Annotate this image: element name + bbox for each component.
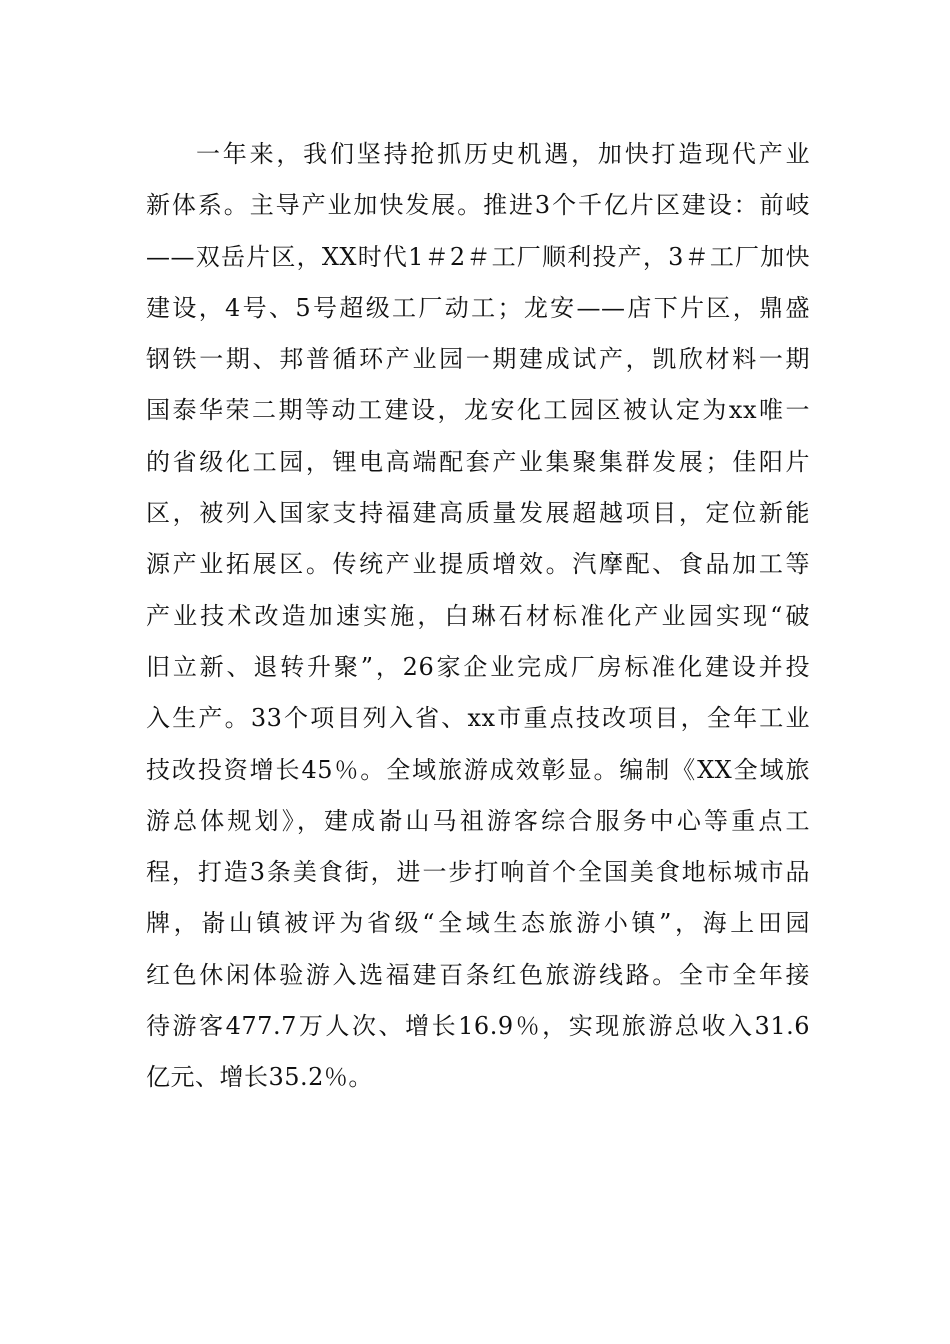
paragraph-line: 技改投资增长45％。全域旅游成效彰显。编制《XX全域旅 [146,755,810,784]
paragraph-line: 源产业拓展区。传统产业提质增效。汽摩配、食品加工等 [146,550,810,579]
paragraph-line: 程，打造3条美食街，进一步打响首个全国美食地标城市品 [146,858,810,887]
paragraph-line: 建设，4号、5号超级工厂动工；龙安——店下片区，鼎盛 [146,293,810,322]
paragraph-line: ——双岳片区，XX时代1＃2＃工厂顺利投产，3＃工厂加快 [146,242,810,271]
paragraph-line: 牌，嵛山镇被评为省级“全域生态旅游小镇”，海上田园 [146,909,810,938]
paragraph-line: 游总体规划》，建成嵛山马祖游客综合服务中心等重点工 [146,806,810,835]
paragraph-line: 的省级化工园，锂电高端配套产业集聚集群发展；佳阳片 [146,447,810,476]
paragraph-line: 区，被列入国家支持福建高质量发展超越项目，定位新能 [146,499,810,528]
paragraph-line: 产业技术改造加速实施，白琳石材标准化产业园实现“破 [146,601,810,630]
paragraph-line: 一年来，我们坚持抢抓历史机遇，加快打造现代产业 [196,140,810,168]
paragraph-line: 旧立新、退转升聚”，26家企业完成厂房标准化建设并投 [146,652,810,681]
paragraph-line: 亿元、增长35.2％。 [146,1063,373,1092]
paragraph-line: 新体系。主导产业加快发展。推进3个千亿片区建设：前岐 [146,191,810,220]
paragraph-line: 钢铁一期、邦普循环产业园一期建成试产，凯欣材料一期 [146,345,810,374]
paragraph-line: 待游客477.7万人次、增长16.9％，实现旅游总收入31.6 [146,1012,810,1041]
paragraph-line: 红色休闲体验游入选福建百条红色旅游线路。全市全年接 [146,960,810,989]
paragraph-line: 国泰华荣二期等动工建设，龙安化工园区被认定为xx唯一 [146,396,810,425]
paragraph-line: 入生产。33个项目列入省、xx市重点技改项目，全年工业 [146,704,810,733]
body-paragraph [146,129,810,1104]
